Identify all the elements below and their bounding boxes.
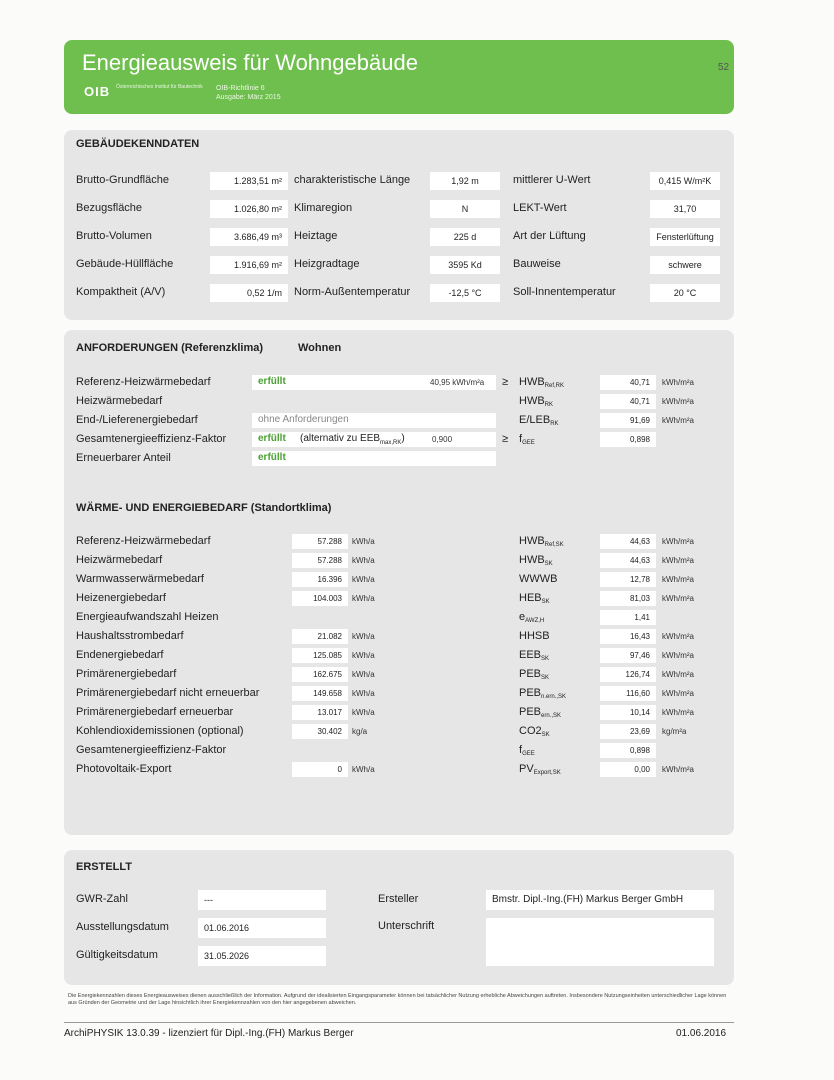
kennzahl-symbol [519,395,553,407]
anforderung-requirement: 40,95 kWh/m²a [430,378,485,387]
document-title: Energieausweis für Wohngebäude [82,50,418,75]
bedarf-label: Endenergiebedarf [76,649,164,661]
bedarf-unit-specific: kWh/m²a [662,594,694,603]
bedarf-unit-specific: kWh/m²a [662,632,694,641]
anforderung-alternative [300,433,405,446]
symbol-subscript: RK [550,421,559,427]
anforderung-label: Erneuerbarer Anteil [76,452,171,464]
symbol-base: WWWB [519,573,558,585]
bedarf-value-absolute: 57.288 [292,553,348,568]
bedarf-label: Energieaufwandszahl Heizen [76,611,219,623]
gwr-label: GWR-Zahl [76,893,128,905]
unterschrift-field [486,918,714,966]
kenndaten-label: LEKT-Wert [513,202,567,214]
kenndaten-label: Brutto-Grundfläche [76,174,169,186]
bedarf-unit-specific: kWh/m²a [662,708,694,717]
kenndaten-value: -12,5 °C [430,284,500,302]
bedarf-label: Warmwasserwärmebedarf [76,573,204,585]
bedarf-value-specific: 81,03 [600,591,656,606]
kenndaten-value: 1.026,80 m² [210,200,288,218]
symbol-base: PV [519,763,534,775]
symbol-base: HWB [519,376,545,388]
bedarf-unit-absolute: kWh/a [352,670,375,679]
kenndaten-label: Soll-Innentemperatur [513,286,616,298]
guideline-line-1: OIB-Richtlinie 6 [216,85,265,92]
header-banner [64,40,734,114]
kennzahl-symbol [519,744,535,756]
bedarf-value-absolute: 125.085 [292,648,348,663]
kenndaten-label: Brutto-Volumen [76,230,152,242]
footer-date: 01.06.2016 [676,1028,727,1039]
kenndaten-value: 3.686,49 m³ [210,228,288,246]
anforderung-status-bar [252,451,496,466]
kennzahl-value: 0,898 [600,432,656,447]
bedarf-unit-absolute: kWh/a [352,689,375,698]
bedarf-unit-specific: kWh/m²a [662,575,694,584]
guideline-info [216,84,326,102]
bedarf-unit-absolute: kWh/a [352,556,375,565]
symbol-base: HWB [519,395,545,407]
bedarf-value-absolute: 16.396 [292,572,348,587]
anforderung-status: erfüllt [258,433,286,444]
bedarf-value-specific: 16,43 [600,629,656,644]
ersteller-label: Ersteller [378,893,419,905]
bedarf-unit-absolute: kWh/a [352,594,375,603]
anforderung-status: ohne Anforderungen [258,414,349,425]
anforderung-label: Heizwärmebedarf [76,395,163,407]
symbol-base: PEB [519,668,542,680]
kennzahl-symbol [519,668,549,680]
bedarf-label: Heizenergiebedarf [76,592,166,604]
symbol-subscript: Ref,SK [544,542,564,548]
bedarf-unit-specific: kWh/m²a [662,537,694,546]
bedarf-label: Kohlendioxidemissionen (optional) [76,725,244,737]
bedarf-value-absolute: 162.675 [292,667,348,682]
ausstellungsdatum-value: 01.06.2016 [198,918,326,938]
anforderung-label: Gesamtenergieeffizienz-Faktor [76,433,227,445]
alternative-subscript: max,RK [380,440,402,446]
kennzahl-symbol [519,535,564,547]
bedarf-unit-specific: kg/m²a [662,727,687,736]
kenndaten-value: schwere [650,256,720,274]
symbol-subscript: SK [541,732,550,738]
kennzahl-symbol [519,554,553,566]
symbol-subscript: SK [541,599,550,605]
unterschrift-label: Unterschrift [378,920,435,932]
bedarf-value-absolute: 0 [292,762,348,777]
kenndaten-value: 1.916,69 m² [210,256,288,274]
kenndaten-label: Heiztage [294,230,338,242]
kennzahl-symbol [519,687,566,699]
kenndaten-label: Gebäude-Hüllfläche [76,258,174,270]
kenndaten-label: Heizgradtage [294,258,360,270]
symbol-base: f [519,744,523,756]
kennzahl-unit: kWh/m²a [662,378,694,387]
bedarf-value-specific: 0,00 [600,762,656,777]
bedarf-unit-absolute: kWh/a [352,765,375,774]
kenndaten-value: 3595 Kd [430,256,500,274]
kenndaten-label: mittlerer U-Wert [513,174,591,186]
gueltigkeitsdatum-label: Gültigkeitsdatum [76,949,158,961]
kennzahl-symbol [519,611,544,623]
kenndaten-value: 20 °C [650,284,720,302]
anforderung-label: End-/Lieferenergiebedarf [76,414,198,426]
ersteller-value: Bmstr. Dipl.-Ing.(FH) Markus Berger GmbH [486,890,714,910]
kenndaten-label: Bezugsfläche [76,202,143,214]
kennzahl-symbol [519,630,550,642]
bedarf-unit-absolute: kWh/a [352,575,375,584]
bedarf-label: Referenz-Heizwärmebedarf [76,535,211,547]
bedarf-value-specific: 1,41 [600,610,656,625]
kennzahl-unit: kWh/m²a [662,416,694,425]
ausstellungsdatum-label: Ausstellungsdatum [76,921,169,933]
symbol-base: HEB [519,592,542,604]
gueltigkeitsdatum-value: 31.05.2026 [198,946,326,966]
bedarf-value-absolute: 57.288 [292,534,348,549]
bedarf-value-absolute: 30.402 [292,724,348,739]
symbol-base: e [519,611,526,623]
kennzahl-symbol [519,573,557,585]
bedarf-unit-specific: kWh/m²a [662,689,694,698]
alternative-close: ) [401,433,405,444]
symbol-base: E/LEB [519,414,551,426]
organisation-name: Österreichisches Institut für Bautechnik [116,84,203,90]
comparison-operator: ≥ [502,376,509,388]
heading-erstellt: ERSTELLT [76,861,133,873]
bedarf-unit-absolute: kWh/a [352,651,375,660]
kenndaten-value: 31,70 [650,200,720,218]
oib-logo: OIB [84,84,111,99]
kenndaten-label: charakteristische Länge [294,174,411,186]
anforderung-status: erfüllt [258,452,286,463]
kenndaten-value: 0,415 W/m²K [650,172,720,190]
symbol-base: HWB [519,554,545,566]
symbol-base: f [519,433,523,445]
kennzahl-value: 91,69 [600,413,656,428]
bedarf-unit-specific: kWh/m²a [662,651,694,660]
bedarf-value-specific: 0,898 [600,743,656,758]
bedarf-value-specific: 23,69 [600,724,656,739]
bedarf-value-specific: 126,74 [600,667,656,682]
kenndaten-value: 0,52 1/m [210,284,288,302]
kennzahl-value: 40,71 [600,394,656,409]
heading-waerme-energiebedarf: WÄRME- UND ENERGIEBEDARF (Standortklima) [76,502,332,514]
kenndaten-value: 225 d [430,228,500,246]
kennzahl-value: 40,71 [600,375,656,390]
bedarf-value-specific: 116,60 [600,686,656,701]
symbol-subscript: RK [544,402,554,408]
kennzahl-symbol [519,414,559,426]
kenndaten-label: Bauweise [513,258,561,270]
gwr-value: --- [198,890,326,910]
kennzahl-symbol [519,592,550,604]
bedarf-unit-absolute: kWh/a [352,708,375,717]
kennzahl-symbol [519,706,561,718]
kenndaten-label: Art der Lüftung [513,230,586,242]
symbol-base: EEB [519,649,542,661]
bedarf-unit-absolute: kg/a [352,727,368,736]
symbol-base: HHSB [519,630,550,642]
bedarf-unit-absolute: kWh/a [352,537,375,546]
bedarf-value-specific: 44,63 [600,553,656,568]
guideline-line-2: Ausgabe: März 2015 [216,94,281,101]
disclaimer-footnote: Die Energiekennzahlen dieses Energieausweises dienen ausschließlich der Information. Aufgrund der idealisierten Eingangsparameter können bei tatsächlicher Nutzung erhebliche Abweichungen auftreten. Insbesondere Nutzungseinheiten unterschiedlicher Lage können aus Gründen der Geometrie und der Lage hinsichtlich ihrer Energiekennzahlen von den hier angegebenen abweichen. [68,993,727,1006]
symbol-subscript: ern.,SK [541,713,562,719]
kennzahl-symbol [519,725,550,737]
kennzahl-symbol [519,376,564,388]
kennzahl-unit: kWh/m²a [662,397,694,406]
bedarf-unit-specific: kWh/m²a [662,670,694,679]
software-license: ArchiPHYSIK 13.0.39 - lizenziert für Dipl.-Ing.(FH) Markus Berger [64,1028,354,1039]
bedarf-value-specific: 97,46 [600,648,656,663]
kenndaten-value: Fensterlüftung [650,228,720,246]
heading-gebaeudekenndaten: GEBÄUDEKENNDATEN [76,138,200,150]
kenndaten-value: N [430,200,500,218]
bedarf-label: Primärenergiebedarf nicht erneuerbar [76,687,260,699]
symbol-subscript: n.ern.,SK [541,694,567,700]
anforderung-label: Referenz-Heizwärmebedarf [76,376,211,388]
kennzahl-symbol [519,433,535,445]
anforderung-requirement: 0,900 [432,435,453,444]
symbol-subscript: Export,SK [533,770,561,776]
page-number: 52 [718,62,730,73]
bedarf-unit-specific: kWh/m²a [662,556,694,565]
alternative-text: (alternativ zu EEB [300,433,381,444]
symbol-base: PEB [519,706,542,718]
kenndaten-label: Norm-Außentemperatur [294,286,411,298]
bedarf-unit-specific: kWh/m²a [662,765,694,774]
kennzahl-symbol [519,649,549,661]
symbol-subscript: GEE [522,440,535,446]
bedarf-value-absolute: 13.017 [292,705,348,720]
bedarf-value-absolute: 104.003 [292,591,348,606]
symbol-subscript: SK [541,675,550,681]
bedarf-label: Gesamtenergieeffizienz-Faktor [76,744,227,756]
footer-divider [64,1022,734,1023]
bedarf-value-absolute: 149.658 [292,686,348,701]
bedarf-value-specific: 12,78 [600,572,656,587]
bedarf-value-specific: 44,63 [600,534,656,549]
bedarf-label: Photovoltaik-Export [76,763,172,775]
kenndaten-value: 1,92 m [430,172,500,190]
symbol-subscript: SK [544,561,553,567]
bedarf-label: Primärenergiebedarf erneuerbar [76,706,234,718]
bedarf-label: Haushaltsstrombedarf [76,630,184,642]
symbol-subscript: SK [541,656,550,662]
bedarf-unit-absolute: kWh/a [352,632,375,641]
symbol-base: CO2 [519,725,542,737]
kenndaten-label: Klimaregion [294,202,353,214]
symbol-subscript: GEE [522,751,535,757]
symbol-subscript: Ref,RK [544,383,565,389]
kenndaten-label: Kompaktheit (A/V) [76,286,166,298]
anforderung-status: erfüllt [258,376,286,387]
symbol-subscript: AWZ,H [525,618,545,624]
bedarf-value-specific: 10,14 [600,705,656,720]
bedarf-value-absolute: 21.082 [292,629,348,644]
kennzahl-symbol [519,763,561,775]
symbol-base: HWB [519,535,545,547]
comparison-operator: ≥ [502,433,509,445]
heading-nutzungsprofil: Wohnen [298,342,342,354]
bedarf-label: Primärenergiebedarf [76,668,177,680]
bedarf-label: Heizwärmebedarf [76,554,163,566]
symbol-base: PEB [519,687,542,699]
kenndaten-value: 1.283,51 m² [210,172,288,190]
heading-anforderungen: ANFORDERUNGEN (Referenzklima) [76,342,264,354]
